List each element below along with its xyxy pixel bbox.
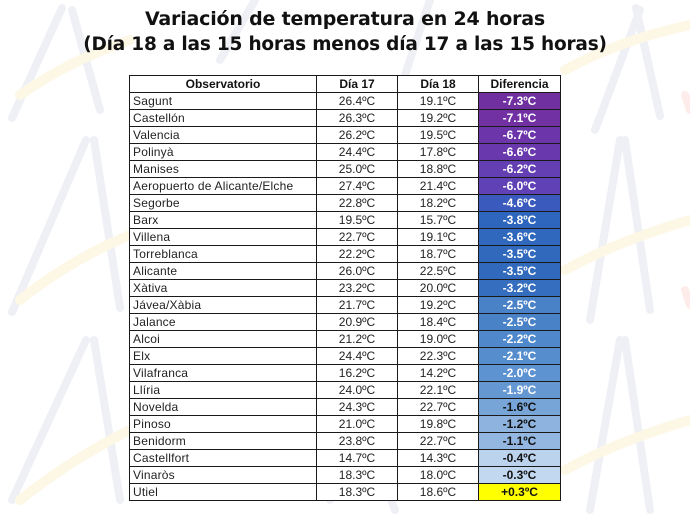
difference-value: -2.5ºC [479, 297, 561, 314]
observatory-name: Vilafranca [130, 365, 317, 382]
day-18-value: 18.6ºC [398, 484, 479, 501]
table-row [130, 450, 561, 467]
difference-value: -3.5ºC [479, 246, 561, 263]
day-17-value: 21.7ºC [317, 297, 398, 314]
difference-value: -4.6ºC [479, 195, 561, 212]
day-18-value: 19.0ºC [398, 331, 479, 348]
column-header-observatorio: Observatorio [130, 76, 317, 93]
difference-value: -6.0ºC [479, 178, 561, 195]
day-18-value: 18.2ºC [398, 195, 479, 212]
day-17-value: 20.9ºC [317, 314, 398, 331]
day-18-value: 19.1ºC [398, 229, 479, 246]
day-18-value: 21.4ºC [398, 178, 479, 195]
day-18-value: 22.5ºC [398, 263, 479, 280]
table-row [130, 263, 561, 280]
page-title [0, 6, 690, 58]
observatory-name: Jalance [130, 314, 317, 331]
day-18-value: 22.3ºC [398, 348, 479, 365]
day-17-value: 26.0ºC [317, 263, 398, 280]
day-17-value: 21.2ºC [317, 331, 398, 348]
observatory-name: Sagunt [130, 93, 317, 110]
observatory-name: Villena [130, 229, 317, 246]
difference-value: -3.5ºC [479, 263, 561, 280]
observatory-name: Valencia [130, 127, 317, 144]
observatory-name: Llíria [130, 382, 317, 399]
difference-value: -6.7ºC [479, 127, 561, 144]
table-row [130, 331, 561, 348]
day-18-value: 18.0ºC [398, 467, 479, 484]
day-17-value: 22.7ºC [317, 229, 398, 246]
table-row [130, 178, 561, 195]
observatory-name: Jávea/Xàbia [130, 297, 317, 314]
day-17-value: 24.4ºC [317, 144, 398, 161]
table-row [130, 195, 561, 212]
day-17-value: 22.8ºC [317, 195, 398, 212]
day-17-value: 18.3ºC [317, 484, 398, 501]
day-17-value: 24.3ºC [317, 399, 398, 416]
day-17-value: 24.4ºC [317, 348, 398, 365]
day-18-value: 14.3ºC [398, 450, 479, 467]
table-body [130, 93, 561, 501]
day-17-value: 16.2ºC [317, 365, 398, 382]
column-header-dia-17: Día 17 [317, 76, 398, 93]
table-row [130, 365, 561, 382]
observatory-name: Aeropuerto de Alicante/Elche [130, 178, 317, 195]
day-18-value: 18.8ºC [398, 161, 479, 178]
day-18-value: 17.8ºC [398, 144, 479, 161]
difference-value: -2.1ºC [479, 348, 561, 365]
day-17-value: 26.3ºC [317, 110, 398, 127]
day-17-value: 26.2ºC [317, 127, 398, 144]
day-18-value: 15.7ºC [398, 212, 479, 229]
difference-value: -1.1ºC [479, 433, 561, 450]
title-main: Variación de temperatura en 24 horas [144, 8, 546, 30]
day-17-value: 21.0ºC [317, 416, 398, 433]
table-row [130, 144, 561, 161]
day-17-value: 26.4ºC [317, 93, 398, 110]
observatory-name: Torreblanca [130, 246, 317, 263]
table-row [130, 229, 561, 246]
difference-value: -0.4ºC [479, 450, 561, 467]
difference-value: -3.8ºC [479, 212, 561, 229]
observatory-name: Segorbe [130, 195, 317, 212]
table-row [130, 246, 561, 263]
day-17-value: 14.7ºC [317, 450, 398, 467]
day-17-value: 23.8ºC [317, 433, 398, 450]
day-17-value: 25.0ºC [317, 161, 398, 178]
temperature-table [129, 75, 561, 501]
table-row [130, 433, 561, 450]
difference-value: -3.6ºC [479, 229, 561, 246]
title-subtitle: (Día 18 a las 15 horas menos día 17 a las 15 horas) [83, 34, 607, 55]
observatory-name: Pinoso [130, 416, 317, 433]
day-17-value: 24.0ºC [317, 382, 398, 399]
day-18-value: 19.1ºC [398, 93, 479, 110]
table-row [130, 382, 561, 399]
observatory-name: Castellón [130, 110, 317, 127]
day-18-value: 22.7ºC [398, 399, 479, 416]
observatory-name: Barx [130, 212, 317, 229]
table-row [130, 348, 561, 365]
difference-value: -0.3ºC [479, 467, 561, 484]
observatory-name: Polinyà [130, 144, 317, 161]
day-18-value: 19.5ºC [398, 127, 479, 144]
table-row [130, 93, 561, 110]
day-18-value: 19.2ºC [398, 297, 479, 314]
observatory-name: Novelda [130, 399, 317, 416]
observatory-name: Elx [130, 348, 317, 365]
table-row [130, 280, 561, 297]
day-17-value: 19.5ºC [317, 212, 398, 229]
table-row [130, 314, 561, 331]
day-18-value: 20.0ºC [398, 280, 479, 297]
difference-value: -7.3ºC [479, 93, 561, 110]
difference-value: +0.3ºC [479, 484, 561, 501]
observatory-name: Xàtiva [130, 280, 317, 297]
day-18-value: 22.7ºC [398, 433, 479, 450]
difference-value: -6.6ºC [479, 144, 561, 161]
day-18-value: 18.7ºC [398, 246, 479, 263]
difference-value: -1.9ºC [479, 382, 561, 399]
day-18-value: 14.2ºC [398, 365, 479, 382]
difference-value: -2.0ºC [479, 365, 561, 382]
day-18-value: 19.2ºC [398, 110, 479, 127]
observatory-name: Manises [130, 161, 317, 178]
observatory-name: Alicante [130, 263, 317, 280]
day-18-value: 19.8ºC [398, 416, 479, 433]
table-row [130, 297, 561, 314]
table-header-row [130, 76, 561, 93]
table-row [130, 467, 561, 484]
observatory-name: Benidorm [130, 433, 317, 450]
difference-value: -7.1ºC [479, 110, 561, 127]
table-row [130, 110, 561, 127]
table-row [130, 212, 561, 229]
difference-value: -1.6ºC [479, 399, 561, 416]
table-row [130, 127, 561, 144]
day-17-value: 27.4ºC [317, 178, 398, 195]
difference-value: -2.2ºC [479, 331, 561, 348]
observatory-name: Castellfort [130, 450, 317, 467]
column-header-dia-18: Día 18 [398, 76, 479, 93]
table-row [130, 399, 561, 416]
observatory-name: Vinaròs [130, 467, 317, 484]
difference-value: -6.2ºC [479, 161, 561, 178]
column-header-diferencia: Diferencia [479, 76, 561, 93]
observatory-name: Utiel [130, 484, 317, 501]
table-row [130, 161, 561, 178]
day-17-value: 23.2ºC [317, 280, 398, 297]
difference-value: -1.2ºC [479, 416, 561, 433]
difference-value: -2.5ºC [479, 314, 561, 331]
table-row [130, 484, 561, 501]
difference-value: -3.2ºC [479, 280, 561, 297]
day-17-value: 22.2ºC [317, 246, 398, 263]
day-18-value: 22.1ºC [398, 382, 479, 399]
day-18-value: 18.4ºC [398, 314, 479, 331]
table-row [130, 416, 561, 433]
day-17-value: 18.3ºC [317, 467, 398, 484]
observatory-name: Alcoi [130, 331, 317, 348]
